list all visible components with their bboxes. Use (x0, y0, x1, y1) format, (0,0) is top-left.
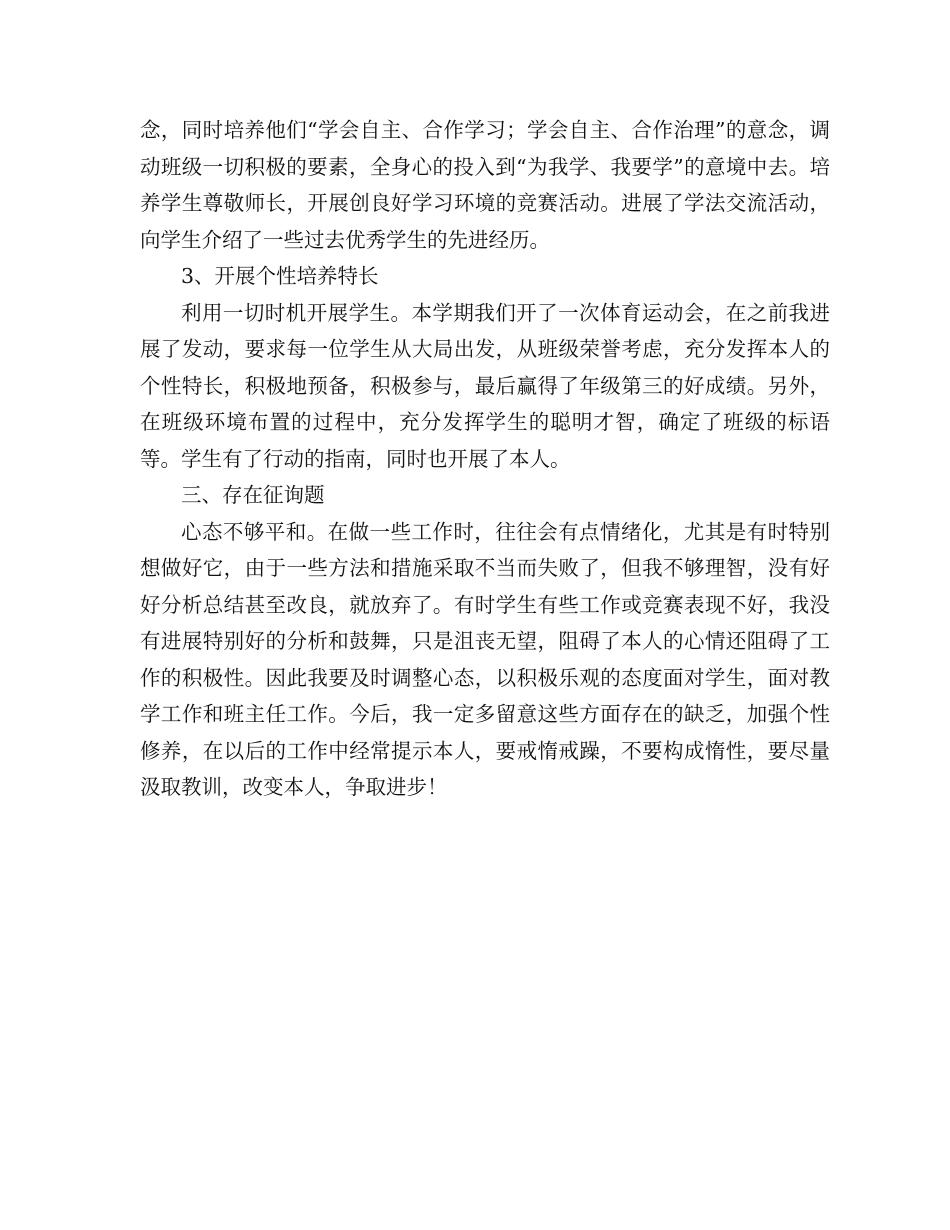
paragraph-problems: 心态不够平和。在做一些工作时，往往会有点情绪化，尤其是有时特别想做好它，由于一些方法和措施采取不当而失败了，但我不够理智，没有好好分析总结甚至改良，就放弃了。有时学生有些工作或竞赛表现不好，我没有进展特别好的分析和鼓舞，只是沮丧无望，阻碍了本人的心情还阻碍了工作的积极性。因此我要及时调整心态，以积极乐观的态度面对学生，面对教学工作和班主任工作。今后，我一定多留意这些方面存在的缺乏，加强个性修养，在以后的工作中经常提示本人，要戒惰戒躁，不要构成惰性，要尽量汲取教训，改变本人，争取进步！ (140, 519, 830, 799)
paragraph-personality: 利用一切时机开展学生。本学期我们开了一次体育运动会，在之前我进展了发动，要求每一位学生从大局出发，从班级荣誉考虑，充分发挥本人的个性特长，积极地预备，积极参与，最后赢得了年级第三的好成绩。另外，在班级环境布置的过程中，充分发挥学生的聪明才智，确定了班级的标语等。学生有了行动的指南，同时也开展了本人。 (140, 300, 830, 471)
document-body (140, 112, 830, 806)
section-heading-problems: 三、存在征询题 (181, 483, 325, 507)
section-heading-personality: 3、开展个性培养特长 (181, 264, 379, 288)
paragraph-continuation: 念，同时培养他们“学会自主、合作学习；学会自主、合作治理”的意念，调动班级一切积极的要素，全身心的投入到“为我学、我要学”的意境中去。培养学生尊敬师长，开展创良好学习环境的竞赛活动。进展了学法交流活动，向学生介绍了一些过去优秀学生的先进经历。 (140, 118, 830, 252)
